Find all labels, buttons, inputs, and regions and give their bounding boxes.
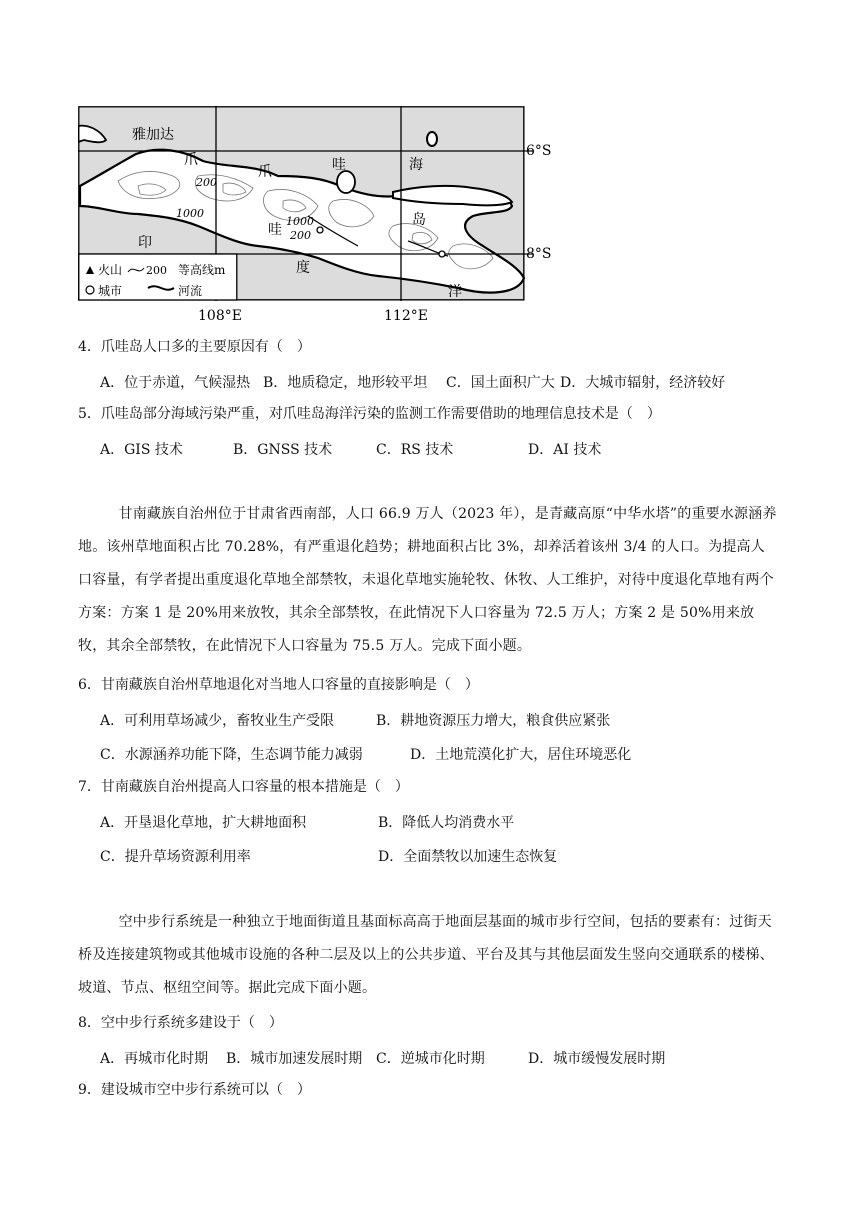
q4-option-c[interactable]: C．国土面积广大 [446, 375, 555, 391]
q7-options-row2 [100, 846, 780, 864]
q7-option-d[interactable]: D．全面禁牧以加速生态恢复 [378, 849, 558, 865]
label-island-2: 哇 [268, 222, 282, 238]
label-java-char: 爪 [184, 152, 198, 168]
q8-option-d[interactable]: D．城市缓慢发展时期 [528, 1051, 666, 1067]
q4-stem: 4．爪哇岛人口多的主要原因有（ ） [78, 339, 311, 355]
label-contour-200-b: 200 [290, 229, 311, 242]
legend-contour-value: 200 [146, 264, 167, 277]
q8-option-b[interactable]: B．城市加速发展时期 [226, 1051, 363, 1067]
label-indian-2: 度 [296, 260, 310, 276]
legend-river: 河流 [178, 284, 203, 298]
label-lat-8: 8°S [526, 246, 552, 262]
q8-stem: 8．空中步行系统多建设于（ ） [78, 1015, 283, 1031]
label-contour-1000-b: 1000 [286, 215, 314, 228]
q7-option-b[interactable]: B．降低人均消费水平 [378, 815, 515, 831]
q6-option-b[interactable]: B．耕地资源压力增大，粮食供应紧张 [376, 713, 611, 729]
q7-options-row1 [100, 812, 780, 830]
q9-stem: 9．建设城市空中步行系统可以（ ） [78, 1082, 311, 1098]
q8-option-a[interactable]: A．再城市化时期 [100, 1051, 209, 1067]
q8-option-c[interactable]: C．逆城市化时期 [376, 1051, 485, 1067]
legend-city: 城市 [98, 284, 123, 298]
label-lon-108: 108°E [198, 308, 242, 324]
q6-option-d[interactable]: D．土地荒漠化扩大，居住环境恶化 [410, 747, 632, 763]
q4-option-d[interactable]: D．大城市辐射，经济较好 [560, 375, 726, 391]
label-java-sea-2: 哇 [332, 157, 346, 173]
label-contour-200-a: 200 [196, 176, 217, 189]
java-island-map [78, 106, 558, 332]
passage-gannan-text: 甘南藏族自治州位于甘肃省西南部，人口 66.9 万人（2023 年），是青藏高原“中华水塔”的重要水源涵养地。该州草地面积占比 70.28%，有严重退化趋势；耕地面积占比 3%，却养活着该州 3/4 的人口。为提高人口容量，有学者提出重度退化草地全部禁牧，未退化草地实施轮牧、休牧、人工维护，对待中度退化草地有两个方案：方案 1 是 20%用来放牧，其余全部禁牧，在此情况下人口容量为 72.5 万人；方案 2 是 50%用来放牧，其余全部禁牧，在此情况下人口容量为 75.5 万人。完成下面小题。 [78, 506, 777, 654]
label-island-1: 岛 [412, 212, 426, 228]
q6-stem: 6．甘南藏族自治州草地退化对当地人口容量的直接影响是（ ） [78, 677, 479, 693]
label-java-sea-3: 海 [409, 157, 423, 173]
legend-contour: 等高线m [178, 263, 226, 277]
label-lon-112: 112°E [384, 308, 428, 324]
q8-options [100, 1048, 780, 1066]
legend-volcano: 火山 [98, 263, 123, 277]
q6-option-c[interactable]: C．水源涵养功能下降，生态调节能力减弱 [100, 747, 363, 763]
q5-option-c[interactable]: C．RS 技术 [376, 442, 454, 458]
q4-options [100, 372, 780, 390]
label-indian-3: 洋 [448, 284, 462, 300]
q5-option-a[interactable]: A．GIS 技术 [100, 442, 183, 458]
passage-skywalk-text: 空中步行系统是一种独立于地面街道且基面标高高于地面层基面的城市步行空间，包括的要素有：过街天桥及连接建筑物或其他城市设施的各种二层及以上的公共步道、平台及其与其他层面发生竖向交通联系的楼梯、坡道、节点、枢纽空间等。据此完成下面小题。 [78, 914, 774, 996]
q7-option-a[interactable]: A．开垦退化草地，扩大耕地面积 [100, 815, 307, 831]
q5-option-b[interactable]: B．GNSS 技术 [233, 442, 333, 458]
q4-option-b[interactable]: B．地质稳定，地形较平坦 [263, 375, 428, 391]
label-lat-6: 6°S [526, 143, 552, 159]
city-icon [86, 286, 94, 294]
label-contour-1000-a: 1000 [176, 207, 204, 220]
q5-option-d[interactable]: D．AI 技术 [528, 442, 602, 458]
q6-options-row1 [100, 710, 780, 728]
q4-option-a[interactable]: A．位于赤道，气候湿热 [100, 375, 251, 391]
q7-option-c[interactable]: C．提升草场资源利用率 [100, 849, 251, 865]
passage-skywalk [78, 906, 778, 1005]
q6-options-row2 [100, 744, 780, 762]
label-indian-1: 印 [138, 235, 152, 251]
q7-stem: 7．甘南藏族自治州提高人口容量的根本措施是（ ） [78, 779, 409, 795]
q6-option-a[interactable]: A．可利用草场减少，畜牧业生产受限 [100, 713, 335, 729]
passage-gannan [78, 498, 778, 663]
q5-options [100, 439, 780, 457]
label-java-sea-1: 爪 [258, 164, 272, 180]
label-jakarta: 雅加达 [132, 127, 174, 143]
q5-stem: 5．爪哇岛部分海域污染严重，对爪哇岛海洋污染的监测工作需要借助的地理信息技术是（ ） [78, 406, 661, 422]
